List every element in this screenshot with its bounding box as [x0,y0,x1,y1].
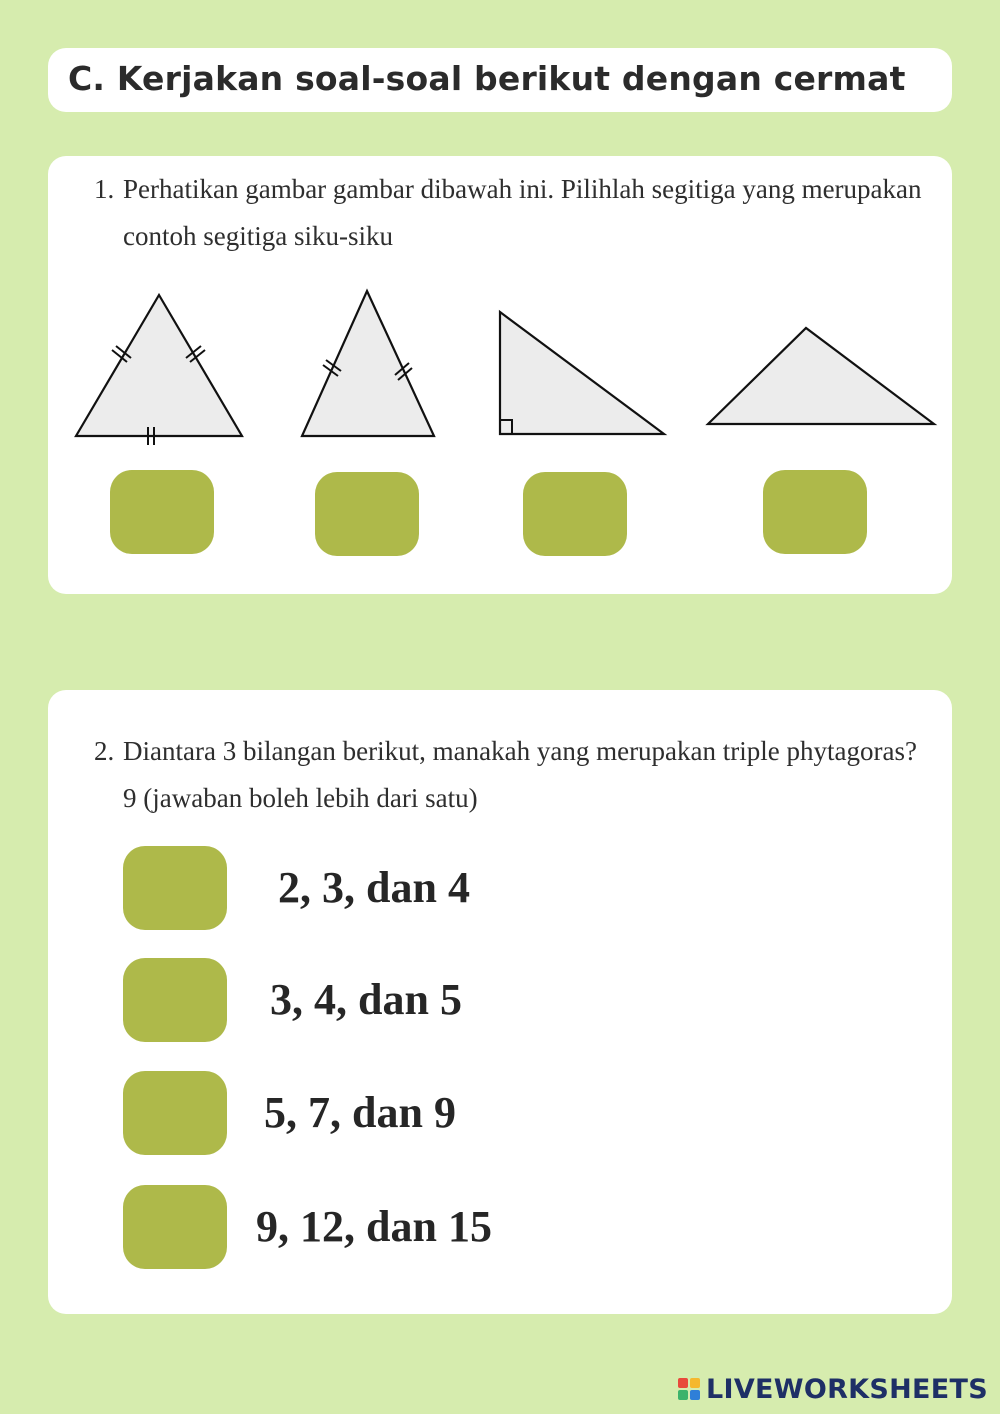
question-1-card [48,156,952,594]
brand-name: LIVEWORKSHEETS [705,1373,988,1405]
question-2-text: Diantara 3 bilangan berikut, manakah yang merupakan triple phytagoras? 9 (jawaban boleh lebih dari satu) [123,736,917,813]
option-2-label: 3, 4, dan 5 [270,975,462,1024]
answer-box-shape-3[interactable] [523,472,627,556]
isosceles-triangle-icon [298,288,438,440]
question-1-text: Perhatikan gambar gambar dibawah ini. Pilihlah segitiga yang merupakan contoh segitiga siku-siku [123,174,922,251]
right-triangle-icon [496,308,668,440]
answer-box-shape-2[interactable] [315,472,419,556]
question-2-number: 2. [94,736,115,766]
answer-box-option-1[interactable] [123,846,227,930]
answer-box-shape-1[interactable] [110,470,214,554]
answer-box-shape-4[interactable] [763,470,867,554]
option-3-label: 5, 7, dan 9 [264,1088,456,1137]
equilateral-triangle-icon [72,292,248,448]
answer-box-option-4[interactable] [123,1185,227,1269]
question-2-card [48,690,952,1314]
page-title: C. Kerjakan soal-soal berikut dengan cermat [68,59,906,98]
answer-box-option-3[interactable] [123,1071,227,1155]
liveworksheets-brand [678,1372,988,1406]
question-1-number: 1. [94,174,115,204]
option-4-label: 9, 12, dan 15 [256,1202,492,1251]
option-1-label: 2, 3, dan 4 [278,863,470,912]
obtuse-triangle-icon [704,324,938,428]
liveworksheets-logo-icon [678,1378,700,1400]
title-card [48,48,952,112]
answer-box-option-2[interactable] [123,958,227,1042]
